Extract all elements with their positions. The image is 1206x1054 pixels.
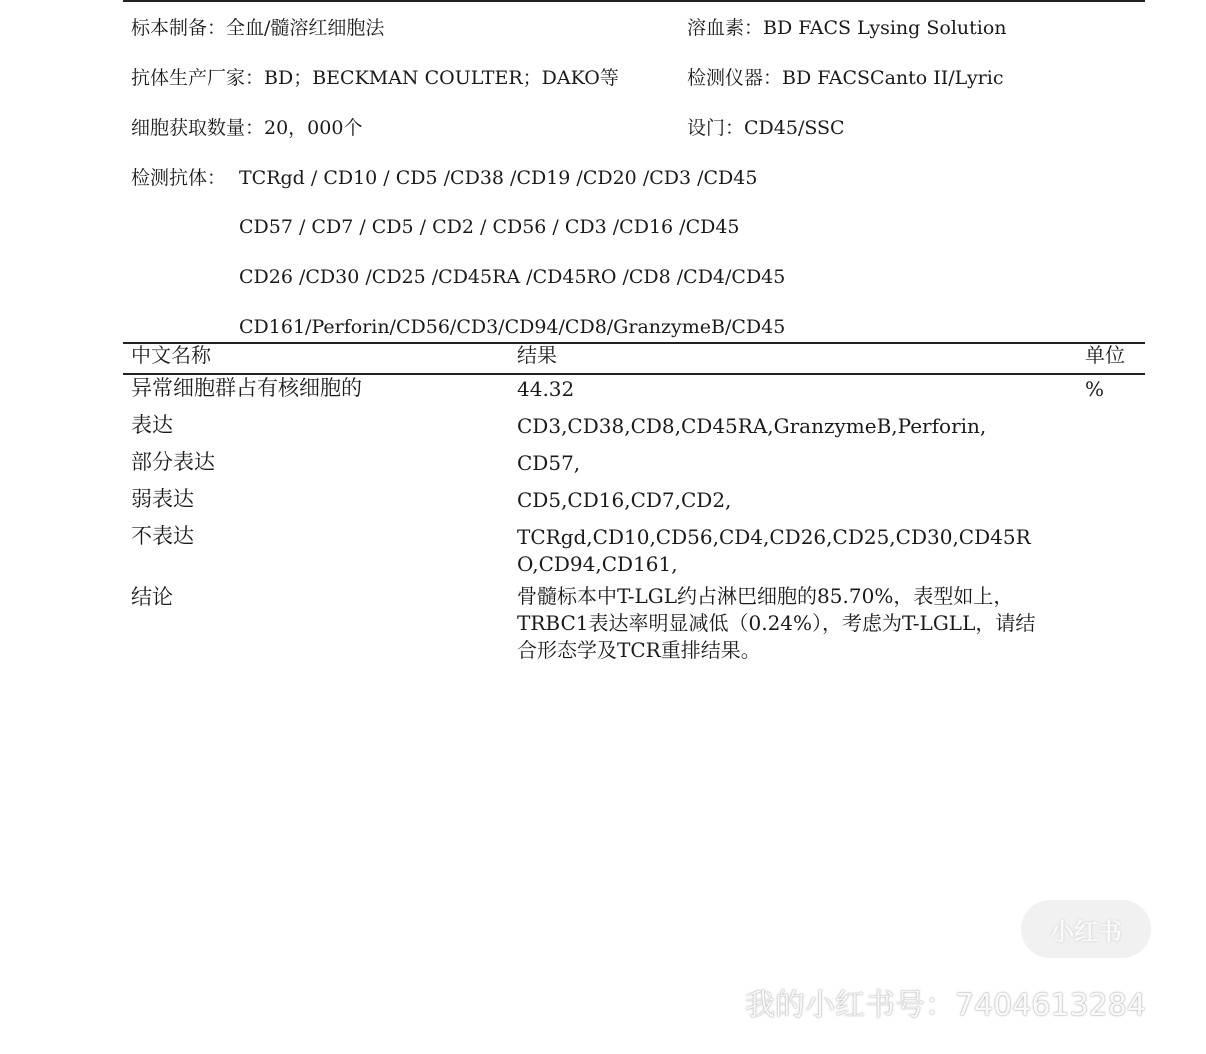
cell-count: 细胞获取数量：20，000个 xyxy=(131,117,363,139)
row-result: TCRgd,CD10,CD56,CD4,CD26,CD25,CD30,CD45RO,CD94,CD161, xyxy=(517,525,1031,576)
account-watermark: 我的小红书号：7404613284 xyxy=(745,988,1146,1023)
row-name: 不表达 xyxy=(131,524,194,548)
row-result: CD57, xyxy=(517,451,581,475)
instrument: 检测仪器：BD FACSCanto II/Lyric xyxy=(687,67,1004,89)
header-result: 结果 xyxy=(517,343,557,367)
row-name: 部分表达 xyxy=(131,450,215,474)
antibody-panel-line: TCRgd / CD10 / CD5 /CD38 /CD19 /CD20 /CD3 /CD45 xyxy=(239,167,758,189)
row-result: CD5,CD16,CD7,CD2, xyxy=(517,488,732,512)
antibodies-label: 检测抗体： xyxy=(131,167,227,189)
row-name: 弱表达 xyxy=(131,487,194,511)
table-top-rule xyxy=(123,342,1145,344)
antibody-panel-line: CD26 /CD30 /CD25 /CD45RA /CD45RO /CD8 /CD4/CD45 xyxy=(239,266,786,288)
xiaohongshu-logo: 小红书 xyxy=(1021,900,1151,958)
header-unit: 单位 xyxy=(1085,343,1125,367)
specimen-prep: 标本制备：全血/髓溶红细胞法 xyxy=(131,17,385,39)
header-name: 中文名称 xyxy=(131,343,211,367)
antibody-manufacturer: 抗体生产厂家：BD；BECKMAN COULTER；DAKO等 xyxy=(131,67,619,89)
top-rule xyxy=(123,0,1145,2)
antibody-panel-line: CD161/Perforin/CD56/CD3/CD94/CD8/GranzymeB/CD45 xyxy=(239,316,786,338)
row-name: 异常细胞群占有核细胞的 xyxy=(131,376,362,400)
antibody-panel-line: CD57 / CD7 / CD5 / CD2 / CD56 / CD3 /CD16 /CD45 xyxy=(239,216,740,238)
row-unit: % xyxy=(1085,377,1105,401)
row-name: 表达 xyxy=(131,413,173,437)
conclusion-text: 骨髓标本中T-LGL约占淋巴细胞的85.70%，表型如上，TRBC1表达率明显减低（0.24%），考虑为T-LGLL，请结合形态学及TCR重排结果。 xyxy=(517,584,1036,662)
row-result: CD3,CD38,CD8,CD45RA,GranzymeB,Perforin, xyxy=(517,414,987,438)
row-result: 44.32 xyxy=(517,377,575,401)
row-name: 结论 xyxy=(131,585,173,609)
gating: 设门：CD45/SSC xyxy=(687,117,845,139)
lysing-solution: 溶血素：BD FACS Lysing Solution xyxy=(687,17,1007,39)
